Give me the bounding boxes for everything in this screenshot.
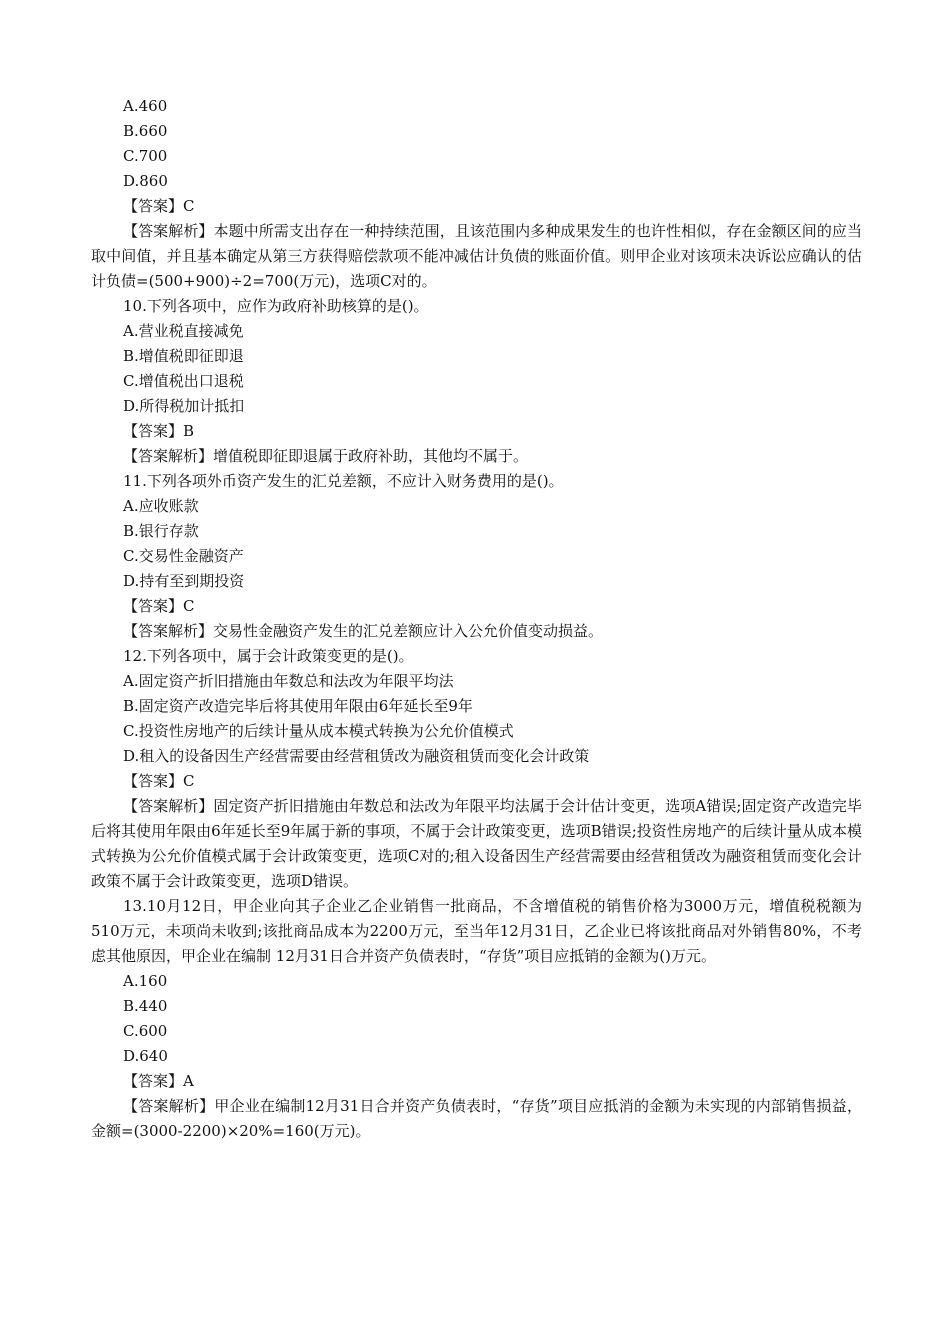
option-line: C.700 [123,147,168,165]
answer-line: 【答案】C [123,597,195,615]
answer-explanation: 【答案解析】增值税即征即退属于政府补助，其他均不属于。 [123,447,529,465]
answer-line: 【答案】C [123,772,195,790]
option-line: A.固定资产折旧措施由年数总和法改为年限平均法 [123,672,454,690]
answer-explanation: 【答案解析】固定资产折旧措施由年数总和法改为年限平均法属于会计估计变更，选项A错误;固定资产改造完毕后将其使用年限由6年延长至9年属于新的事项，不属于会计政策变更，选项B错误;投资性房地产的后续计量从成本模式转换为公允价值模式属于会计政策变更，选项C对的;租入设备因生产经营需要由经营租赁改为融资租赁而变化会计政策不属于会计政策变更，选项D错误。 [91,797,862,890]
answer-line: 【答案】C [123,197,195,215]
option-line: C.投资性房地产的后续计量从成本模式转换为公允价值模式 [123,722,514,740]
answer-line: 【答案】B [123,422,195,440]
option-line: C.交易性金融资产 [123,547,244,565]
option-line: B.银行存款 [123,522,199,540]
question-line: 11.下列各项外币资产发生的汇兑差额，不应计入财务费用的是()。 [123,472,564,490]
option-line: A.应收账款 [123,497,199,515]
option-line: B.660 [123,122,168,140]
question-line: 10.下列各项中，应作为政府补助核算的是()。 [123,297,429,315]
option-line: B.440 [123,997,168,1015]
option-line: C.增值税出口退税 [123,372,244,390]
option-line: A.营业税直接减免 [123,322,244,340]
answer-explanation: 13.10月12日，甲企业向其子企业乙企业销售一批商品，不含增值税的销售价格为3000万元，增值税税额为510万元，未项尚未收到;该批商品成本为2200万元，至当年12月31日，乙企业已将该批商品对外销售80%，不考虑其他原因，甲企业在编制 12月31日合并资产负债表时，“存货”项目应抵销的金额为()万元。 [91,897,862,965]
document-page [0,94,950,1144]
answer-explanation: 【答案解析】本题中所需支出存在一种持续范围，且该范围内多种成果发生的也许性相似，存在金额区间的应当取中间值，并且基本确定从第三方获得赔偿款项不能冲减估计负债的账面价值。则甲企业对该项未决诉讼应确认的估计负债=(500+900)÷2=700(万元)，选项C对的。 [91,222,862,290]
option-line: D.860 [123,172,168,190]
option-line: D.持有至到期投资 [123,572,245,590]
option-line: B.增值税即征即退 [123,347,244,365]
option-line: C.600 [123,1022,168,1040]
option-line: A.460 [123,97,168,115]
answer-explanation: 【答案解析】甲企业在编制12月31日合并资产负债表时，“存货”项目应抵消的金额为未实现的内部销售损益，金额=(3000-2200)×20%=160(万元)。 [91,1097,862,1140]
option-line: B.固定资产改造完毕后将其使用年限由6年延长至9年 [123,697,473,715]
answer-explanation: 【答案解析】交易性金融资产发生的汇兑差额应计入公允价值变动损益。 [123,622,604,640]
option-line: D.租入的设备因生产经营需要由经营租赁改为融资租赁而变化会计政策 [123,747,590,765]
answer-line: 【答案】A [123,1072,194,1090]
option-line: A.160 [123,972,168,990]
option-line: D.所得税加计抵扣 [123,397,245,415]
question-line: 12.下列各项中，属于会计政策变更的是()。 [123,647,414,665]
option-line: D.640 [123,1047,168,1065]
